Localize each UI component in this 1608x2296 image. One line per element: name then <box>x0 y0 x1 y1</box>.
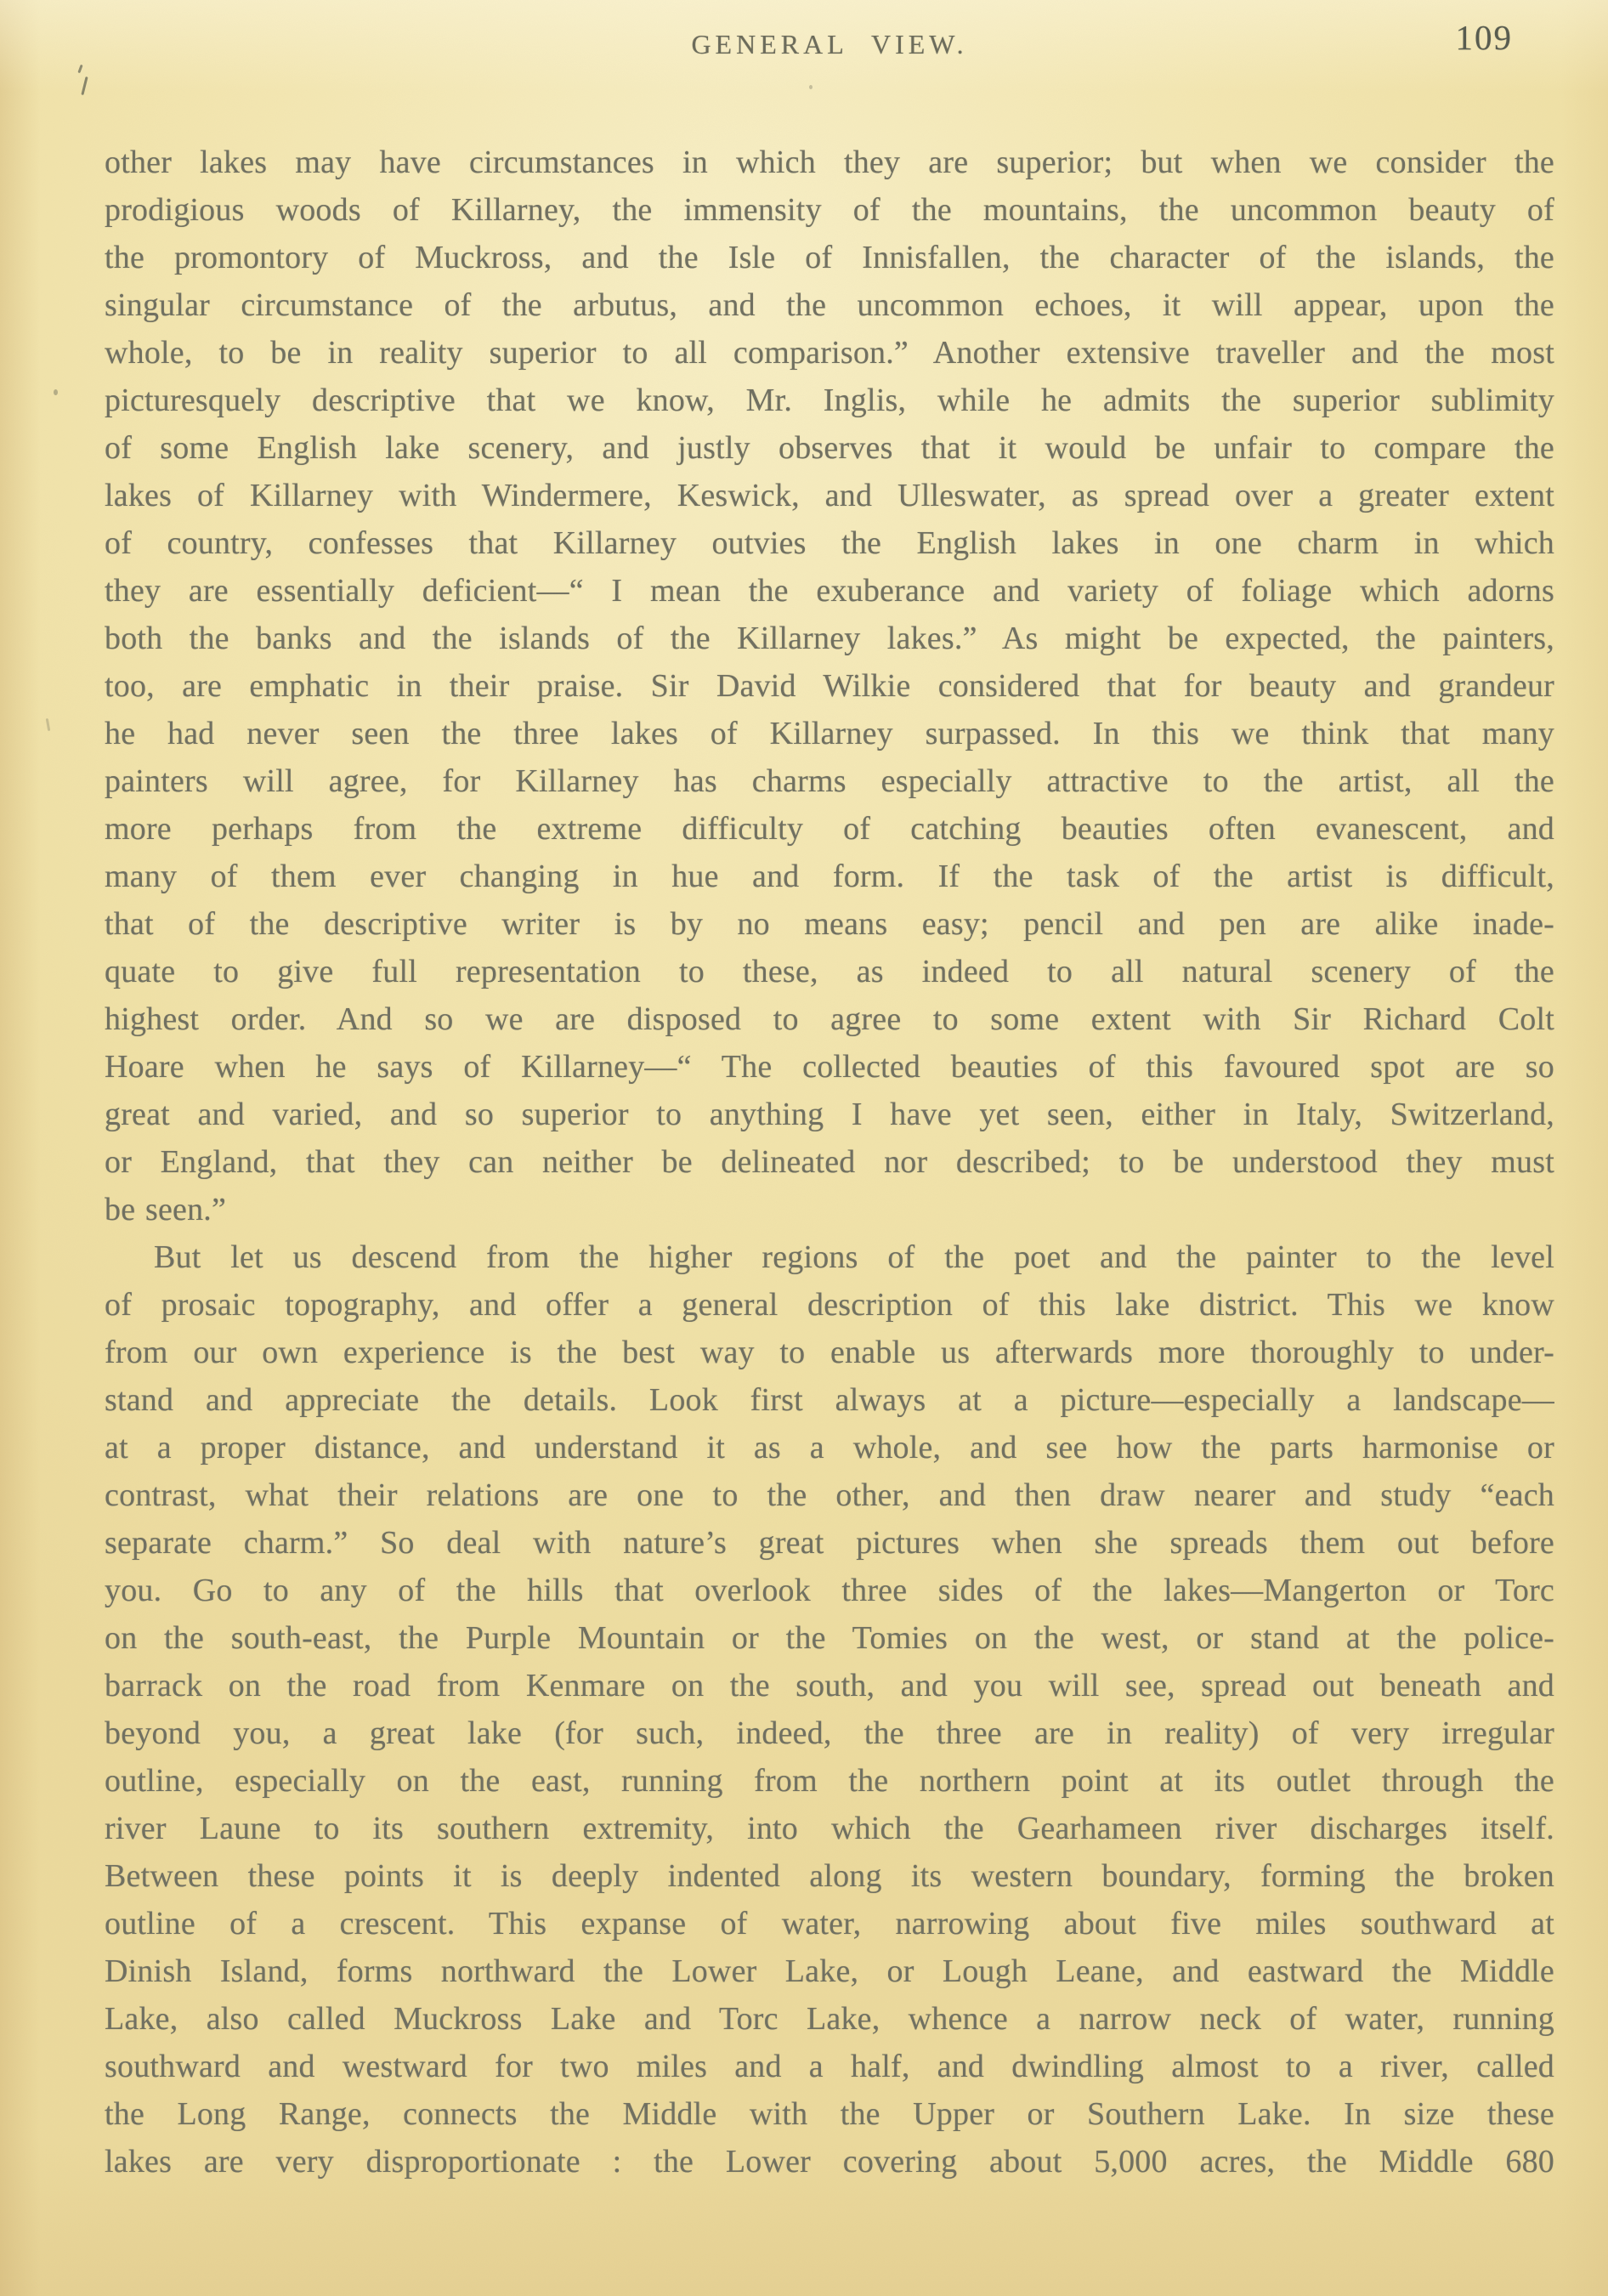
text-line: separate charm.” So deal with nature’s great pictures when she spreads them out before <box>105 1525 1554 1561</box>
text-line: Dinish Island, forms northward the Lower Lake, or Lough Leane, and eastward the Middle <box>105 1953 1554 1989</box>
text-line: prodigious woods of Killarney, the immensity of the mountains, the uncommon beauty of <box>105 192 1554 228</box>
text-line: painters will agree, for Killarney has charms especially attractive to the artist, all the <box>105 763 1554 799</box>
text-line: on the south-east, the Purple Mountain or the Tomies on the west, or stand at the police- <box>105 1620 1554 1656</box>
text-line: But let us descend from the higher regions of the poet and the painter to the level <box>154 1239 1554 1275</box>
text-line: the promontory of Muckross, and the Isle of Innisfallen, the character of the islands, the <box>105 240 1554 275</box>
paper-speck <box>809 85 812 89</box>
page-title: GENERAL VIEW. <box>691 29 968 60</box>
ink-smudge-icon <box>77 65 82 73</box>
running-header <box>105 29 1554 60</box>
text-line: from our own experience is the best way to enable us afterwards more thoroughly to under- <box>105 1335 1554 1370</box>
text-line: great and varied, and so superior to anything I have yet seen, either in Italy, Switzerland, <box>105 1097 1554 1132</box>
text-line: lakes are very disproportionate : the Lower covering about 5,000 acres, the Middle 680 <box>105 2144 1554 2180</box>
text-line: he had never seen the three lakes of Killarney surpassed. In this we think that many <box>105 716 1554 751</box>
text-line: singular circumstance of the arbutus, and the uncommon echoes, it will appear, upon the <box>105 287 1554 323</box>
text-line: outline of a crescent. This expanse of water, narrowing about five miles southward at <box>105 1906 1554 1942</box>
paper-speck <box>54 389 58 395</box>
text-line: barrack on the road from Kenmare on the south, and you will see, spread out beneath and <box>105 1668 1554 1704</box>
text-line: southward and westward for two miles and a half, and dwindling almost to a river, called <box>105 2049 1554 2084</box>
text-line: of country, confesses that Killarney outvies the English lakes in one charm in which <box>105 525 1554 561</box>
text-line: highest order. And so we are disposed to agree to some extent with Sir Richard Colt <box>105 1001 1554 1037</box>
text-line: other lakes may have circumstances in which they are superior; but when we consider the <box>105 145 1554 180</box>
text-line: Between these points it is deeply indented along its western boundary, forming the broken <box>105 1858 1554 1894</box>
text-line: many of them ever changing in hue and form. If the task of the artist is difficult, <box>105 859 1554 894</box>
text-line: Hoare when he says of Killarney—“ The collected beauties of this favoured spot are so <box>105 1049 1554 1085</box>
text-line: quate to give full representation to these, as indeed to all natural scenery of the <box>105 954 1554 989</box>
text-line: of some English lake scenery, and justly observes that it would be unfair to compare the <box>105 430 1554 466</box>
text-line: stand and appreciate the details. Look first always at a picture—especially a landscape— <box>105 1382 1554 1418</box>
text-block <box>105 139 1554 2185</box>
text-line: too, are emphatic in their praise. Sir David Wilkie considered that for beauty and grandeur <box>105 668 1554 704</box>
text-line: river Laune to its southern extremity, into which the Gearhameen river discharges itself. <box>105 1811 1554 1846</box>
text-line: be seen.” <box>105 1192 227 1227</box>
paper-speck <box>46 718 51 731</box>
text-line: outline, especially on the east, running from the northern point at its outlet through the <box>105 1763 1554 1799</box>
text-line: more perhaps from the extreme difficulty of catching beauties often evanescent, and <box>105 811 1554 847</box>
text-line: contrast, what their relations are one to the other, and then draw nearer and study “each <box>105 1477 1554 1513</box>
text-line: beyond you, a great lake (for such, indeed, the three are in reality) of very irregular <box>105 1715 1554 1751</box>
text-line: both the banks and the islands of the Killarney lakes.” As might be expected, the painters, <box>105 621 1554 656</box>
text-line: or England, that they can neither be delineated nor described; to be understood they must <box>105 1144 1554 1180</box>
page-number: 109 <box>1455 18 1513 57</box>
text-line: Lake, also called Muckross Lake and Torc Lake, whence a narrow neck of water, running <box>105 2001 1554 2037</box>
text-line: whole, to be in reality superior to all comparison.” Another extensive traveller and the most <box>105 335 1554 371</box>
text-line: you. Go to any of the hills that overlook three sides of the lakes—Mangerton or Torc <box>105 1573 1554 1608</box>
text-line: of prosaic topography, and offer a general description of this lake district. This we know <box>105 1287 1554 1323</box>
text-line: at a proper distance, and understand it as a whole, and see how the parts harmonise or <box>105 1430 1554 1465</box>
text-line: picturesquely descriptive that we know, Mr. Inglis, while he admits the superior sublimity <box>105 383 1554 418</box>
text-line: lakes of Killarney with Windermere, Keswick, and Ulleswater, as spread over a greater extent <box>105 478 1554 513</box>
text-line: that of the descriptive writer is by no means easy; pencil and pen are alike inade- <box>105 906 1554 942</box>
ink-smudge-icon <box>81 77 88 95</box>
text-line: they are essentially deficient—“ I mean the exuberance and variety of foliage which adorns <box>105 573 1554 609</box>
text-line: the Long Range, connects the Middle with the Upper or Southern Lake. In size these <box>105 2096 1554 2132</box>
